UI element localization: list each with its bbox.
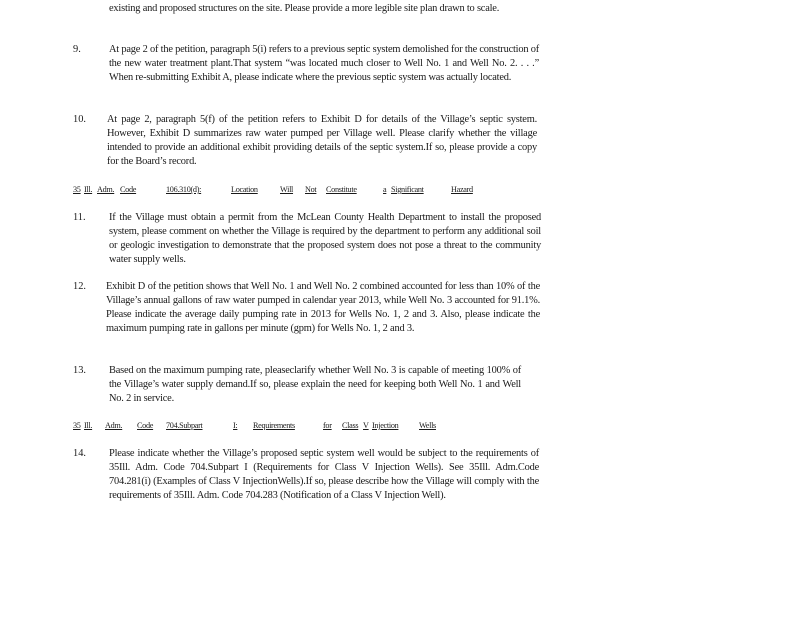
- heading-word: I:: [233, 421, 238, 430]
- item-number: 9.: [73, 44, 81, 55]
- heading-word: Adm.: [97, 185, 115, 194]
- item-number: 10.: [73, 114, 86, 125]
- heading-word: Constitute: [326, 185, 357, 194]
- continuation-text: existing and proposed structures on the site. Please provide a more legible site plan drawn to scale.: [109, 3, 500, 14]
- item-text: Based on the maximum pumping rate, pleaseclarify whether Well No. 3 is capable of meeting 100% of the Village’s water supply demand.If so, please explain the need for keeping both Well No. 1 and Well No. 2 in service.: [109, 365, 521, 404]
- heading-word: for: [323, 421, 332, 430]
- item-text: Please indicate whether the Village’s proposed septic system well would be subject to the requirements of 35Ill. Adm. Code 704.Subpart I (Requirements for Class V Injection Wells). See 35Ill. Adm.Code 704.281(i) (Examples of Class V InjectionWells).If so, please describe how the Village will comply with the requirements of 35Ill. Adm. Code 704.283 (Notification of a Class V Injection Well).: [109, 448, 539, 501]
- heading-word: V: [363, 421, 369, 430]
- item-text: If the Village must obtain a permit from the McLean County Health Department to install the proposed system, please comment on whether the Village is required by the department to perform any additional soil or geologic investigation to demonstrate that the proposed system does not pose a threat to the community water supply wells.: [109, 212, 541, 265]
- heading-word: 704.Subpart: [166, 421, 203, 430]
- heading-word: Location: [231, 185, 258, 194]
- heading-word: Code: [120, 185, 137, 194]
- heading-word: Ill.: [84, 185, 93, 194]
- heading-word: Will: [280, 185, 294, 194]
- heading-word: 106.310(d):: [166, 185, 202, 194]
- heading-word: Adm.: [105, 421, 123, 430]
- heading-word: Not: [305, 185, 317, 194]
- item-number: 12.: [73, 281, 86, 292]
- item-text: At page 2, paragraph 5(f) of the petition refers to Exhibit D for details of the Village’s septic system. However, Exhibit D summarizes raw water pumped per Village well. Please clarify whether the village intended to provide an additional exhibit providing details of the septic system.If so, please provide a copy for the Board’s record.: [107, 114, 537, 167]
- heading-word: Wells: [419, 421, 436, 430]
- item-text: At page 2 of the petition, paragraph 5(i) refers to a previous septic system demolished for the construction of the new water treatment plant.That system “was located much closer to Well No. 1 and Well No. 2. . . .” When re-submitting Exhibit A, please indicate where the previous septic system was actually located.: [109, 44, 539, 83]
- heading-word: Code: [137, 421, 154, 430]
- item-number: 14.: [73, 448, 86, 459]
- heading-word: Requirements: [253, 421, 295, 430]
- item-number: 13.: [73, 365, 86, 376]
- heading-word: Hazard: [451, 185, 473, 194]
- heading-word: a: [383, 185, 387, 194]
- item-text: Exhibit D of the petition shows that Well No. 1 and Well No. 2 combined accounted for less than 10% of the Village’s annual gallons of raw water pumped in calendar year 2013, while Well No. 3 accounted for 91.1%. Please indicate the average daily pumping rate in 2013 for Wells No. 1, 2 and 3. Also, please indicate the maximum pumping rate in gallons per minute (gpm) for Wells No. 1, 2 and 3.: [106, 281, 540, 334]
- item-number: 11.: [73, 212, 86, 223]
- heading-word: 35: [73, 185, 81, 194]
- heading-word: Ill.: [84, 421, 93, 430]
- heading-word: Class: [342, 421, 359, 430]
- heading-word: 35: [73, 421, 81, 430]
- heading-word: Injection: [372, 421, 399, 430]
- heading-word: Significant: [391, 185, 424, 194]
